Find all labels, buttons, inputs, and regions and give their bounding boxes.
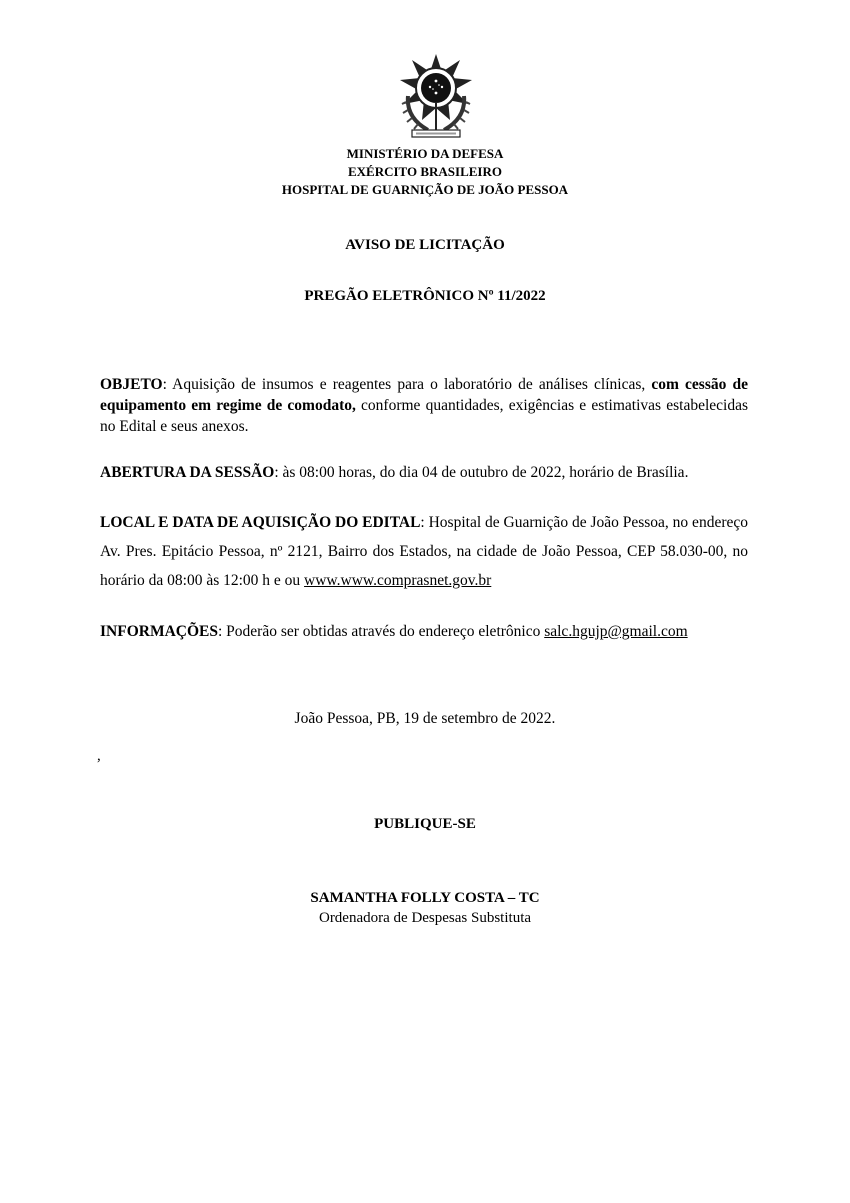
abertura-label: ABERTURA DA SESSÃO	[100, 464, 275, 481]
objeto-label: OBJETO	[100, 376, 163, 393]
header-ministry: MINISTÉRIO DA DEFESA	[346, 146, 504, 161]
objeto-paragraph	[100, 374, 748, 437]
email-link[interactable]: salc.hgujp@gmail.com	[544, 623, 688, 640]
publique-heading: PUBLIQUE-SE	[374, 816, 476, 832]
signatory-name: SAMANTHA FOLLY COSTA – TC	[310, 890, 540, 906]
signatory-role: Ordenadora de Despesas Substituta	[318, 910, 532, 926]
objeto-text-2: conforme quantidades, exigências e estimativas estabelecidas no Edital e seus anexos.	[100, 397, 748, 435]
notice-title: AVISO DE LICITAÇÃO	[345, 237, 505, 253]
comprasnet-link[interactable]: www.www.comprasnet.gov.br	[304, 572, 492, 589]
local-paragraph	[100, 508, 748, 595]
local-text: : Hospital de Guarnição de João Pessoa, no endereço Av. Pres. Epitácio Pessoa, nº 2121, Bairro dos Estados, na cidade de João Pessoa, CEP 58.030-00, no horário da 08:00 às 12:00 h e ou	[100, 514, 748, 589]
header-army: EXÉRCITO BRASILEIRO	[347, 164, 502, 179]
informacoes-paragraph	[100, 621, 748, 642]
stray-comma: ,	[97, 748, 101, 764]
brazil-coat-of-arms-icon	[398, 52, 474, 140]
informacoes-text: : Poderão ser obtidas através do endereço eletrônico	[217, 623, 545, 640]
local-label: LOCAL E DATA DE AQUISIÇÃO DO EDITAL	[100, 514, 421, 531]
abertura-paragraph	[100, 462, 748, 483]
objeto-bold-text: com cessão de equipamento em regime de comodato,	[100, 376, 748, 414]
notice-subtitle: PREGÃO ELETRÔNICO Nº 11/2022	[304, 288, 546, 304]
header-hospital: HOSPITAL DE GUARNIÇÃO DE JOÃO PESSOA	[281, 182, 569, 197]
date-line: João Pessoa, PB, 19 de setembro de 2022.	[294, 710, 556, 727]
informacoes-label: INFORMAÇÕES	[100, 623, 218, 640]
objeto-text-1: : Aquisição de insumos e reagentes para o laboratório de análises clínicas,	[162, 376, 652, 393]
abertura-text: : às 08:00 horas, do dia 04 de outubro de 2022, horário de Brasília.	[274, 464, 689, 481]
